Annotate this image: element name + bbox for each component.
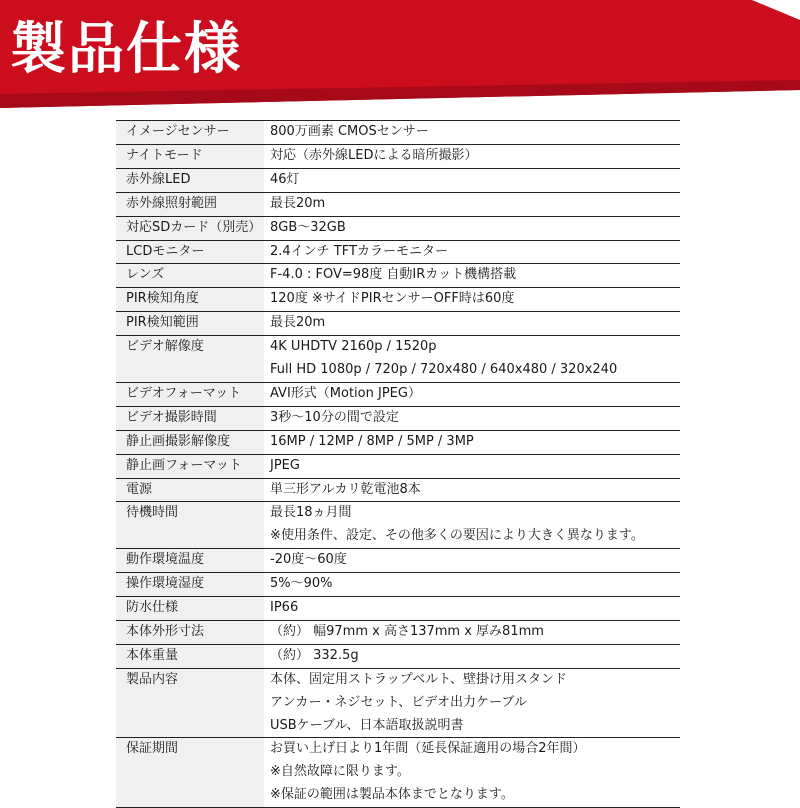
spec-value-line: 最長18ヵ月間 <box>270 505 352 521</box>
spec-value-line: JPEG <box>270 457 300 473</box>
spec-row <box>116 549 680 573</box>
spec-value-line: 対応（赤外線LEDによる暗所撮影） <box>270 147 478 163</box>
spec-row <box>116 144 680 168</box>
spec-value <box>264 288 680 312</box>
spec-row <box>116 454 680 478</box>
spec-label: ビデオ解像度 <box>116 336 264 383</box>
spec-label: ビデオフォーマット <box>116 382 264 406</box>
spec-value <box>264 549 680 573</box>
header-banner <box>0 0 800 108</box>
spec-row <box>116 620 680 644</box>
spec-value <box>264 502 680 549</box>
spec-value-line: 単三形アルカリ乾電池8本 <box>270 481 421 497</box>
spec-label: 本体重量 <box>116 644 264 668</box>
spec-value <box>264 573 680 597</box>
spec-row <box>116 430 680 454</box>
spec-label: 保証期間 <box>116 738 264 808</box>
spec-value-line: ※自然故障に限ります。 <box>270 764 410 780</box>
spec-value <box>264 144 680 168</box>
spec-label: 待機時間 <box>116 502 264 549</box>
spec-value-line: 最長20m <box>270 195 326 211</box>
spec-row <box>116 121 680 145</box>
spec-label: 本体外形寸法 <box>116 620 264 644</box>
spec-value-line: 本体、固定用ストラップベルト、壁掛け用スタンド <box>270 671 568 687</box>
spec-value <box>264 264 680 288</box>
spec-label: レンズ <box>116 264 264 288</box>
spec-value <box>264 192 680 216</box>
spec-value-line: F-4.0 : FOV=98度 自動IRカット機構搭載 <box>270 267 517 283</box>
spec-label: 赤外線照射範囲 <box>116 192 264 216</box>
spec-label: ビデオ撮影時間 <box>116 406 264 430</box>
spec-row <box>116 382 680 406</box>
spec-row <box>116 738 680 808</box>
spec-value <box>264 336 680 383</box>
spec-value <box>264 738 680 808</box>
spec-value-line: IP66 <box>270 600 299 616</box>
spec-table <box>116 120 680 808</box>
spec-row <box>116 573 680 597</box>
spec-label: 操作環境湿度 <box>116 573 264 597</box>
spec-value <box>264 478 680 502</box>
spec-row <box>116 478 680 502</box>
spec-row <box>116 168 680 192</box>
spec-value-line: ※保証の範囲は製品本体までとなります。 <box>270 787 514 803</box>
spec-row <box>116 264 680 288</box>
spec-value-line: ※使用条件、設定、その他多くの要因により大きく異なります。 <box>270 528 644 544</box>
spec-value-line: 120度 ※サイドPIRセンサーOFF時は60度 <box>270 291 515 307</box>
spec-value <box>264 216 680 240</box>
spec-value-line: AVI形式（Motion JPEG） <box>270 385 421 401</box>
spec-row <box>116 312 680 336</box>
spec-row <box>116 502 680 549</box>
spec-value-line: Full HD 1080p / 720p / 720x480 / 640x480 / 320x240 <box>270 362 618 378</box>
spec-value <box>264 644 680 668</box>
spec-row <box>116 644 680 668</box>
spec-label: 赤外線LED <box>116 168 264 192</box>
spec-label: ナイトモード <box>116 144 264 168</box>
spec-value <box>264 668 680 738</box>
spec-value-line: 最長20m <box>270 315 326 331</box>
spec-row <box>116 192 680 216</box>
spec-row <box>116 288 680 312</box>
spec-value-line: 4K UHDTV 2160p / 1520p <box>270 339 437 355</box>
spec-value <box>264 168 680 192</box>
spec-value-line: 8GB～32GB <box>270 219 346 235</box>
spec-label: 対応SDカード（別売） <box>116 216 264 240</box>
spec-value-line: 2.4インチ TFTカラーモニター <box>270 243 448 259</box>
spec-label: 静止画撮影解像度 <box>116 430 264 454</box>
spec-value <box>264 620 680 644</box>
spec-value <box>264 406 680 430</box>
spec-label: 防水仕様 <box>116 597 264 621</box>
spec-label: イメージセンサー <box>116 121 264 145</box>
spec-value <box>264 430 680 454</box>
spec-value-line: お買い上げ日より1年間（延長保証適用の場合2年間） <box>270 741 586 757</box>
spec-label: 静止画フォーマット <box>116 454 264 478</box>
spec-row <box>116 668 680 738</box>
spec-value-line: （約） 幅97mm x 高さ137mm x 厚み81mm <box>270 623 544 639</box>
spec-value <box>264 597 680 621</box>
spec-value-line: USBケーブル、日本語取扱説明書 <box>270 717 464 733</box>
spec-value <box>264 382 680 406</box>
spec-row <box>116 216 680 240</box>
spec-value <box>264 240 680 264</box>
spec-value-line: 3秒～10分の間で設定 <box>270 409 399 425</box>
spec-value-line: -20度～60度 <box>270 552 347 568</box>
spec-value <box>264 454 680 478</box>
spec-row <box>116 240 680 264</box>
spec-row <box>116 336 680 383</box>
spec-value <box>264 121 680 145</box>
spec-label: 電源 <box>116 478 264 502</box>
spec-value <box>264 312 680 336</box>
spec-row <box>116 597 680 621</box>
spec-value-line: （約） 332.5g <box>270 647 359 663</box>
spec-value-line: 16MP / 12MP / 8MP / 5MP / 3MP <box>270 433 474 449</box>
spec-value-line: アンカー・ネジセット、ビデオ出力ケーブル <box>270 694 527 710</box>
spec-label: PIR検知角度 <box>116 288 264 312</box>
spec-label: PIR検知範囲 <box>116 312 264 336</box>
spec-row <box>116 406 680 430</box>
spec-value-line: 800万画素 CMOSセンサー <box>270 124 429 139</box>
spec-label: 製品内容 <box>116 668 264 738</box>
spec-value-line: 5%～90% <box>270 576 333 592</box>
spec-value-line: 46灯 <box>270 171 300 187</box>
spec-label: LCDモニター <box>116 240 264 264</box>
page-title: 製品仕様 <box>10 17 242 82</box>
spec-label: 動作環境温度 <box>116 549 264 573</box>
